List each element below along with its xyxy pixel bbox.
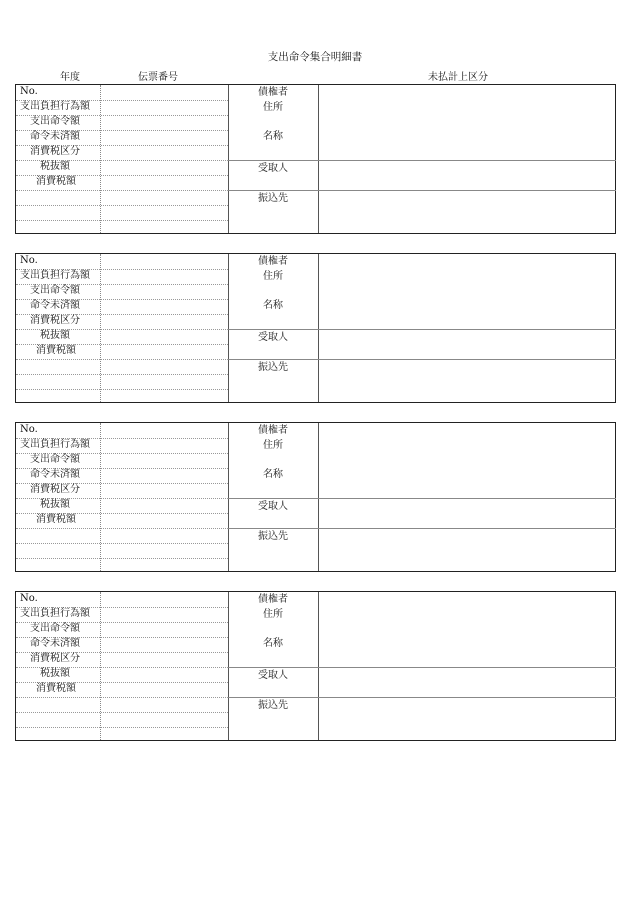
row-divider bbox=[16, 697, 228, 698]
row-divider bbox=[16, 374, 228, 375]
slip-number-header: 伝票番号 bbox=[138, 72, 178, 83]
field-label-receiver: 受取人 bbox=[258, 163, 288, 174]
row-divider bbox=[16, 543, 228, 544]
row-label-unsettled: 命令未済額 bbox=[30, 300, 80, 311]
row-divider bbox=[16, 220, 228, 221]
row-divider bbox=[16, 190, 228, 191]
row-label-order: 支出命令額 bbox=[30, 116, 80, 127]
section-divider bbox=[228, 498, 616, 499]
row-divider bbox=[16, 205, 228, 206]
field-label-address: 住所 bbox=[263, 271, 283, 282]
column-divider bbox=[100, 423, 101, 571]
row-divider bbox=[16, 528, 228, 529]
row-label-commit: 支出負担行為額 bbox=[20, 270, 90, 281]
row-label-tax-class: 消費税区分 bbox=[30, 146, 80, 157]
row-label-excl: 税抜額 bbox=[40, 668, 70, 679]
row-label-order: 支出命令額 bbox=[30, 454, 80, 465]
row-label-order: 支出命令額 bbox=[30, 285, 80, 296]
section-divider bbox=[228, 528, 616, 529]
row-label-tax-class: 消費税区分 bbox=[30, 484, 80, 495]
field-label-name: 名称 bbox=[263, 638, 283, 649]
field-label-creditor: 債権者 bbox=[258, 87, 288, 98]
field-label-name: 名称 bbox=[263, 469, 283, 480]
field-label-creditor: 債権者 bbox=[258, 594, 288, 605]
row-label-no: No. bbox=[20, 593, 38, 604]
detail-block bbox=[15, 84, 616, 234]
column-divider bbox=[318, 592, 319, 740]
field-label-address: 住所 bbox=[263, 609, 283, 620]
section-divider bbox=[228, 329, 616, 330]
row-label-commit: 支出負担行為額 bbox=[20, 101, 90, 112]
row-label-unsettled: 命令未済額 bbox=[30, 131, 80, 142]
detail-block bbox=[15, 422, 616, 572]
section-divider bbox=[228, 160, 616, 161]
field-label-transfer: 振込先 bbox=[258, 700, 288, 711]
row-divider bbox=[16, 359, 228, 360]
column-divider bbox=[100, 85, 101, 233]
field-label-transfer: 振込先 bbox=[258, 193, 288, 204]
detail-block bbox=[15, 591, 616, 741]
year-header: 年度 bbox=[60, 72, 80, 83]
column-divider bbox=[318, 254, 319, 402]
field-label-receiver: 受取人 bbox=[258, 670, 288, 681]
column-divider bbox=[318, 85, 319, 233]
document-title: 支出命令集合明細書 bbox=[267, 51, 363, 63]
field-label-transfer: 振込先 bbox=[258, 531, 288, 542]
row-label-tax: 消費税額 bbox=[36, 683, 76, 694]
row-label-unsettled: 命令未済額 bbox=[30, 638, 80, 649]
field-label-creditor: 債権者 bbox=[258, 256, 288, 267]
field-label-receiver: 受取人 bbox=[258, 501, 288, 512]
field-label-name: 名称 bbox=[263, 300, 283, 311]
field-label-address: 住所 bbox=[263, 440, 283, 451]
row-label-excl: 税抜額 bbox=[40, 161, 70, 172]
column-divider bbox=[100, 592, 101, 740]
field-label-address: 住所 bbox=[263, 102, 283, 113]
unpaid-class-header: 未払計上区分 bbox=[428, 72, 488, 83]
field-label-creditor: 債権者 bbox=[258, 425, 288, 436]
row-label-tax-class: 消費税区分 bbox=[30, 653, 80, 664]
field-label-name: 名称 bbox=[263, 131, 283, 142]
row-label-commit: 支出負担行為額 bbox=[20, 439, 90, 450]
row-label-no: No. bbox=[20, 86, 38, 97]
row-label-excl: 税抜額 bbox=[40, 499, 70, 510]
detail-block bbox=[15, 253, 616, 403]
row-divider bbox=[16, 727, 228, 728]
section-divider bbox=[228, 359, 616, 360]
row-label-tax: 消費税額 bbox=[36, 514, 76, 525]
row-label-excl: 税抜額 bbox=[40, 330, 70, 341]
row-label-no: No. bbox=[20, 255, 38, 266]
row-label-order: 支出命令額 bbox=[30, 623, 80, 634]
field-label-transfer: 振込先 bbox=[258, 362, 288, 373]
row-label-commit: 支出負担行為額 bbox=[20, 608, 90, 619]
field-label-receiver: 受取人 bbox=[258, 332, 288, 343]
column-divider bbox=[100, 254, 101, 402]
row-divider bbox=[16, 389, 228, 390]
column-divider bbox=[318, 423, 319, 571]
row-divider bbox=[16, 712, 228, 713]
row-label-tax: 消費税額 bbox=[36, 176, 76, 187]
row-label-tax-class: 消費税区分 bbox=[30, 315, 80, 326]
row-label-tax: 消費税額 bbox=[36, 345, 76, 356]
section-divider bbox=[228, 190, 616, 191]
section-divider bbox=[228, 697, 616, 698]
row-divider bbox=[16, 558, 228, 559]
section-divider bbox=[228, 667, 616, 668]
row-label-no: No. bbox=[20, 424, 38, 435]
row-label-unsettled: 命令未済額 bbox=[30, 469, 80, 480]
